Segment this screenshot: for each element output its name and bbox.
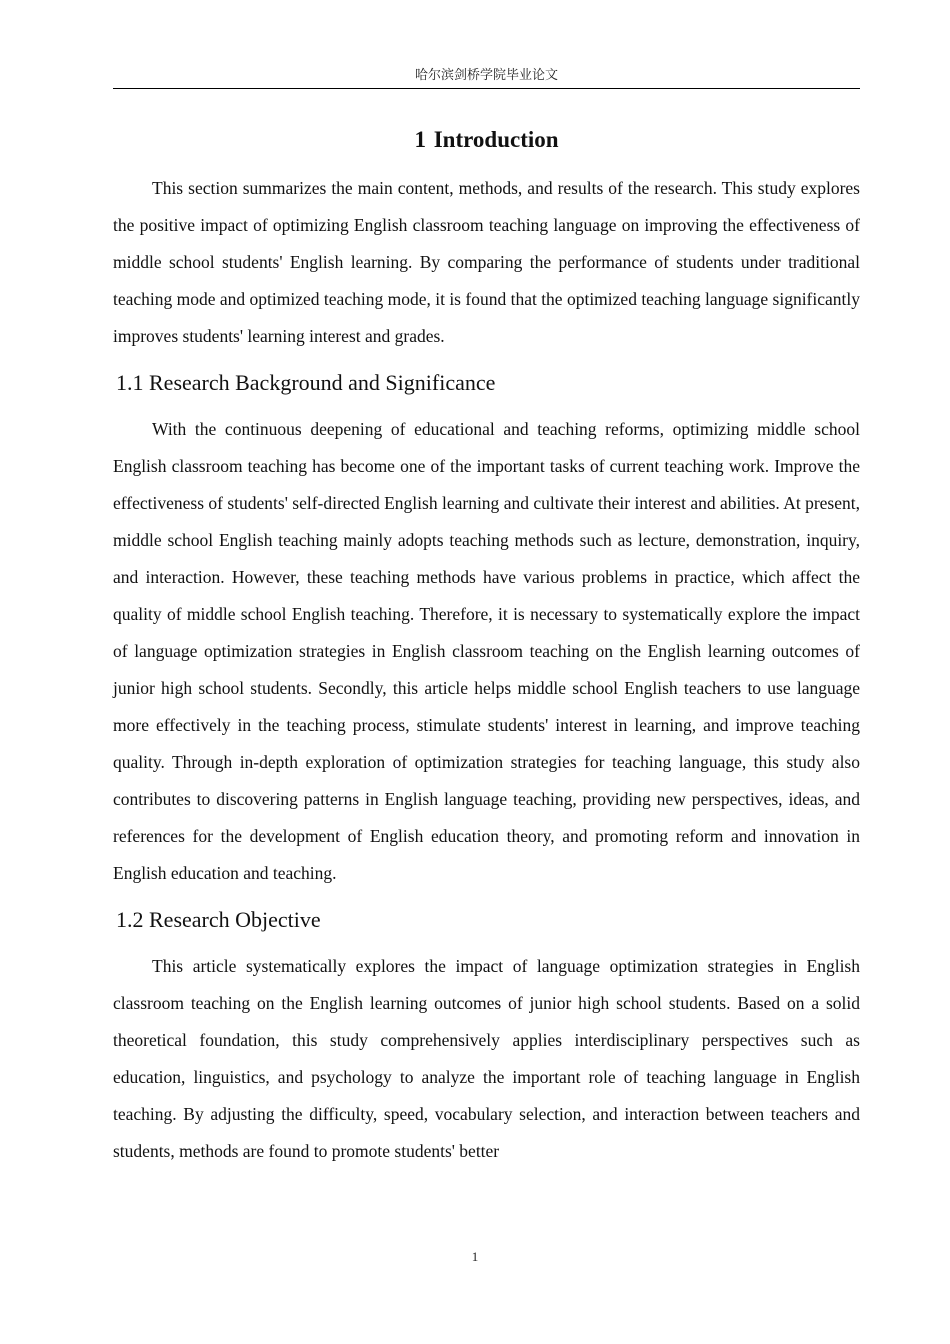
document-body	[113, 118, 860, 1178]
section-heading-background: 1.1 Research Background and Significance	[116, 370, 496, 395]
section-heading-objective: 1.2 Research Objective	[116, 907, 321, 932]
page-number: 1	[471, 1249, 479, 1264]
page-header	[113, 66, 860, 89]
background-paragraph: With the continuous deepening of educational and teaching reforms, optimizing middle school English classroom teaching has become one of the important tasks of current teaching work. Improve the effectiveness of students' self-directed English learning and cultivate their interest and abilities. At present, middle school English teaching mainly adopts teaching methods such as lecture, demonstration, inquiry, and interaction. However, these teaching methods have various problems in practice, which affect the quality of middle school English teaching. Therefore, it is necessary to systematically explore the impact of language optimization strategies in English classroom teaching on the English learning outcomes of junior high school students. Secondly, this article helps middle school English teachers to use language more effectively in the teaching process, stimulate students' interest in learning, and improve teaching quality. Through in-depth exploration of optimization strategies for teaching language, this study also contributes to discovering patterns in English language teaching, providing new perspectives, ideas, and references for the development of English education theory, and promoting reform and innovation in English education and teaching.	[113, 419, 860, 883]
chapter-heading: 1 Introduction	[414, 127, 559, 152]
objective-paragraph: This article systematically explores the impact of language optimization strategies in English classroom teaching on the English learning outcomes of junior high school students. Based on a solid theoretical foundation, this study comprehensively applies interdisciplinary perspectives such as education, linguistics, and psychology to analyze the important role of teaching language in English teaching. By adjusting the difficulty, speed, vocabulary selection, and interaction between teachers and students, methods are found to promote students' better	[113, 956, 860, 1161]
header-title: 哈尔滨剑桥学院毕业论文	[414, 68, 558, 83]
introduction-paragraph: This section summarizes the main content, methods, and results of the research. This study explores the positive impact of optimizing English classroom teaching language on improving the effectiveness of middle school students' English learning. By comparing the performance of students under traditional teaching mode and optimized teaching mode, it is found that the optimized teaching language significantly improves students' learning interest and grades.	[113, 178, 860, 346]
